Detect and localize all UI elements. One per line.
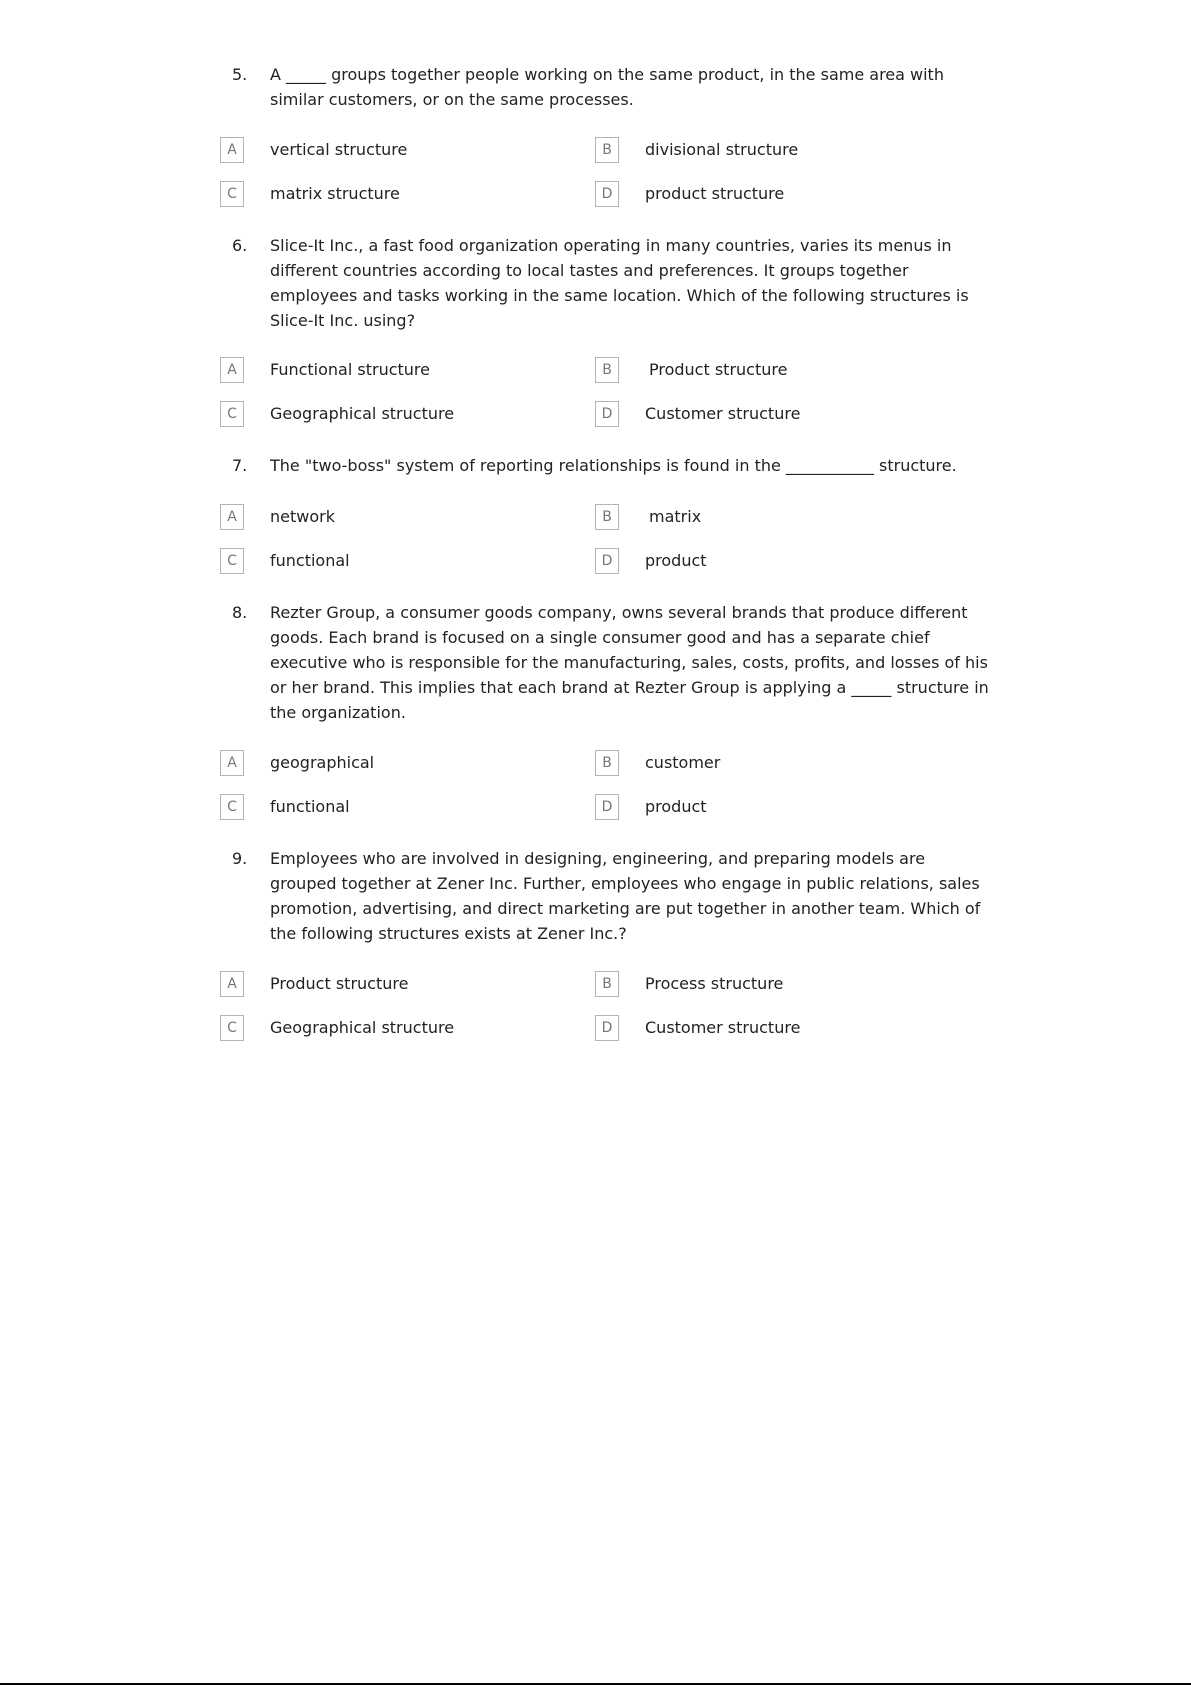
option-label: matrix structure: [270, 184, 400, 203]
option-label: Product structure: [649, 360, 788, 379]
option-label: Geographical structure: [270, 1018, 455, 1037]
question-text: Employees who are involved in designing, engineering, and preparing models are grouped together at Zener Inc. Further, employees who engage in public relations, sales promotion, advertising, and direct marketing are put together in another team. Which of the following structures exists at Zener Inc.?: [270, 849, 981, 943]
option-letter-box[interactable]: B: [595, 504, 619, 530]
question-number: 6.: [232, 236, 248, 255]
option-label: functional: [270, 551, 350, 570]
question-text: Slice-It Inc., a fast food organization operating in many countries, varies its menus in different countries according to local tastes and preferences. It groups together employees and tasks working in the same location. Which of the following structures is Slice-It Inc. using?: [270, 236, 969, 330]
option-label: vertical structure: [270, 140, 408, 159]
option-letter-box[interactable]: B: [595, 750, 619, 776]
question-number: 5.: [232, 65, 248, 84]
option-letter-box[interactable]: B: [595, 137, 619, 163]
option-letter-box[interactable]: B: [595, 971, 619, 997]
option-label: Customer structure: [645, 404, 801, 423]
question-number: 7.: [232, 456, 248, 475]
question-text: Rezter Group, a consumer goods company, owns several brands that produce different goods. Each brand is focused on a single consumer good and has a separate chief executive who is responsible for the manufacturing, sales, costs, profits, and losses of his or her brand. This implies that each brand at Rezter Group is applying a _____ structure in the organization.: [270, 603, 989, 722]
option-letter-box[interactable]: D: [595, 181, 619, 207]
option-letter-box[interactable]: C: [220, 401, 244, 427]
option-letter-box[interactable]: A: [220, 971, 244, 997]
option-label: network: [270, 507, 335, 526]
option-letter-box[interactable]: A: [220, 504, 244, 530]
question-number: 8.: [232, 603, 248, 622]
option-letter-box[interactable]: C: [220, 181, 244, 207]
option-label: geographical: [270, 753, 375, 772]
option-label: product: [645, 551, 707, 570]
question-text: A _____ groups together people working on the same product, in the same area with similar customers, or on the same processes.: [270, 65, 944, 109]
option-letter-box[interactable]: C: [220, 1015, 244, 1041]
option-letter-box[interactable]: D: [595, 548, 619, 574]
option-letter-box[interactable]: D: [595, 401, 619, 427]
option-label: functional: [270, 797, 350, 816]
option-label: Functional structure: [270, 360, 430, 379]
option-letter-box[interactable]: C: [220, 794, 244, 820]
option-label: product: [645, 797, 707, 816]
option-label: customer: [645, 753, 721, 772]
option-letter-box[interactable]: A: [220, 750, 244, 776]
option-label: Customer structure: [645, 1018, 801, 1037]
option-letter-box[interactable]: D: [595, 1015, 619, 1041]
option-label: Process structure: [645, 974, 784, 993]
option-label: product structure: [645, 184, 785, 203]
option-label: Product structure: [270, 974, 409, 993]
question-number: 9.: [232, 849, 248, 868]
option-letter-box[interactable]: A: [220, 357, 244, 383]
option-label: divisional structure: [645, 140, 799, 159]
option-letter-box[interactable]: D: [595, 794, 619, 820]
option-label: Geographical structure: [270, 404, 455, 423]
option-letter-box[interactable]: B: [595, 357, 619, 383]
option-label: matrix: [649, 507, 702, 526]
option-letter-box[interactable]: C: [220, 548, 244, 574]
question-text: The "two-boss" system of reporting relationships is found in the ___________ structure.: [270, 456, 957, 475]
option-letter-box[interactable]: A: [220, 137, 244, 163]
